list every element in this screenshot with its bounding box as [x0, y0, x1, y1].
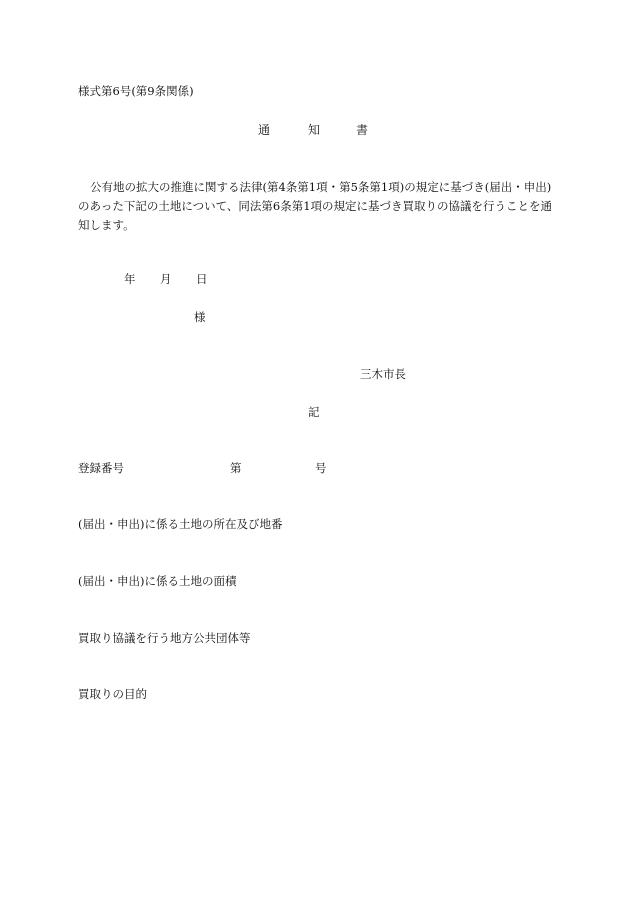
form-number: 様式第6号(第9条関係) [78, 84, 194, 98]
registration-go: 号 [315, 461, 327, 475]
title-char-2: 知 [308, 123, 321, 137]
registration-label: 登録番号 [78, 461, 124, 475]
item-purchasing-body: 買取り協議を行う地方公共団体等 [78, 631, 251, 645]
date-year: 年 [124, 272, 136, 286]
body-paragraph: 公有地の拡大の推進に関する法律(第4条第1項・第5条第1項)の規定に基づき(届出・申出)のあった下記の土地について、同法第6条第1項の規定に基づき買取りの協議を行うことを通知します。 [78, 180, 553, 232]
addressee-suffix: 様 [194, 310, 206, 324]
title-char-1: 通 [258, 123, 271, 137]
date-day: 日 [196, 272, 208, 286]
registration-dai: 第 [230, 461, 242, 475]
ki-heading: 記 [308, 405, 320, 419]
item-purchase-purpose: 買取りの目的 [78, 687, 147, 701]
issuer-name: 三木市長 [360, 367, 406, 381]
title-char-3: 書 [356, 123, 369, 137]
date-month: 月 [160, 272, 172, 286]
item-land-area: (届出・申出)に係る土地の面積 [78, 574, 237, 588]
item-land-location: (届出・申出)に係る土地の所在及び地番 [78, 517, 283, 531]
